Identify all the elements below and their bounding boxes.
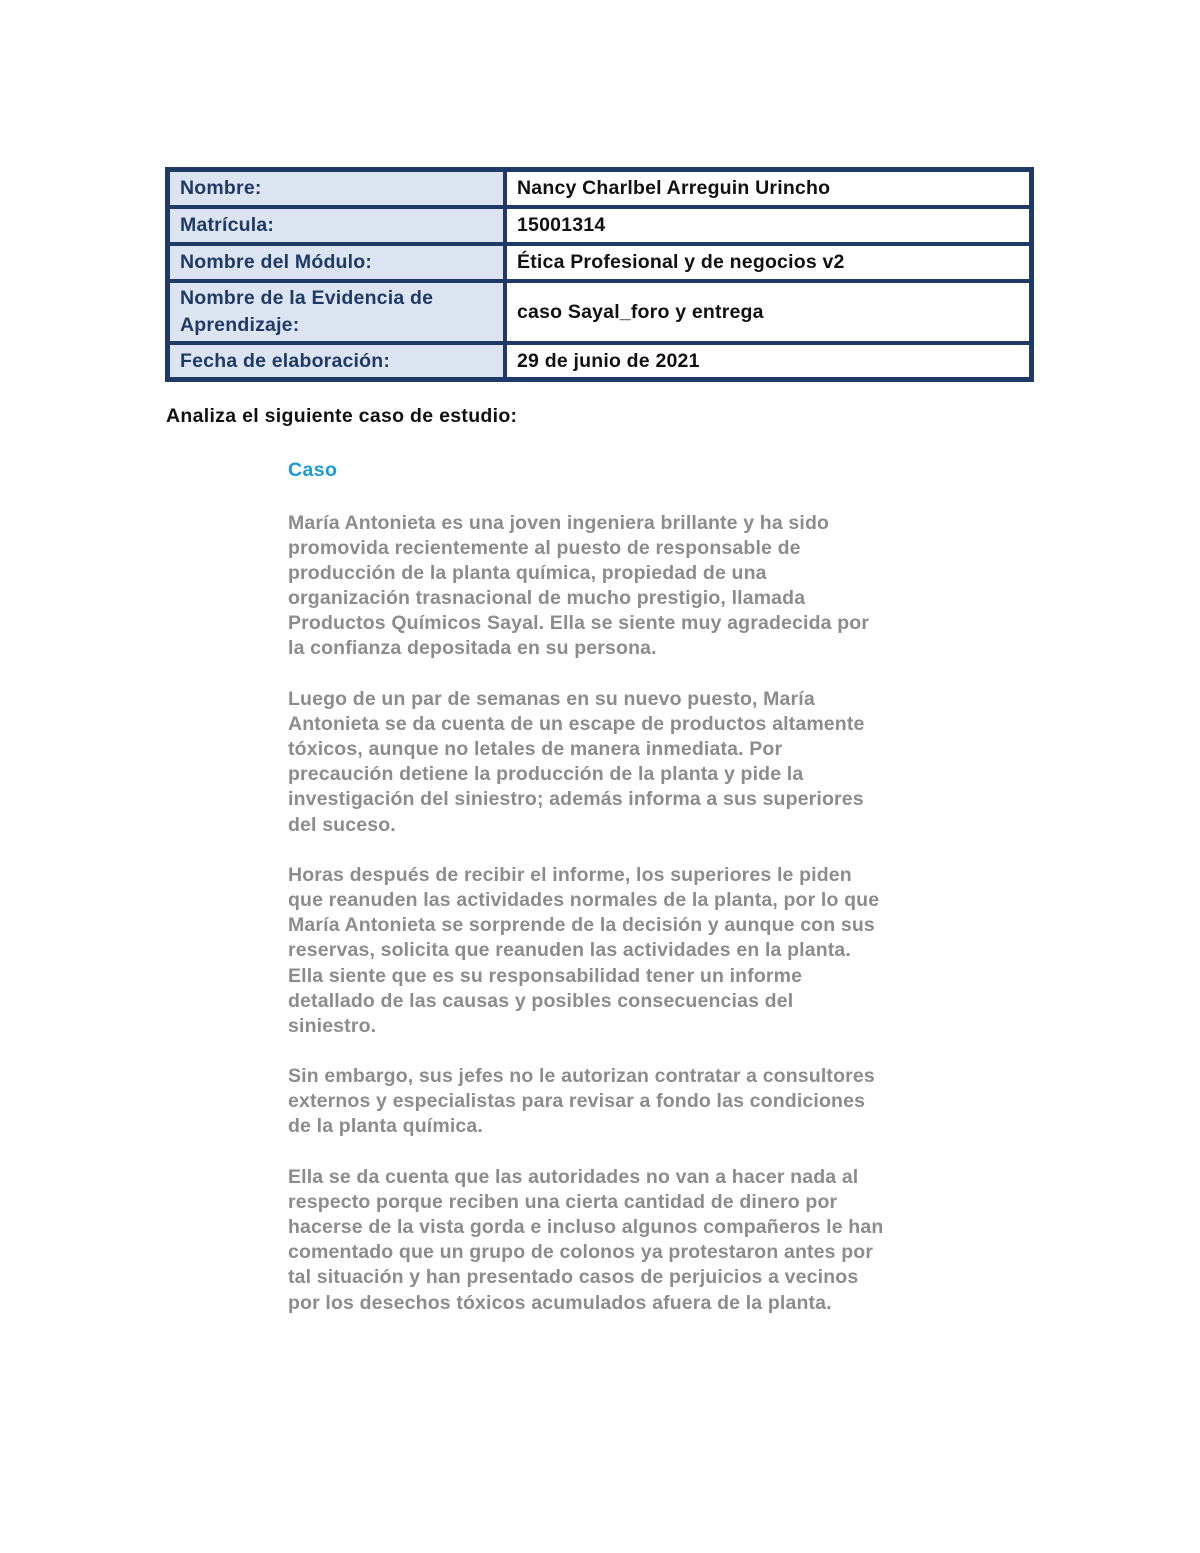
name-value: Nancy Charlbel Arreguin Urincho (505, 170, 1031, 207)
case-paragraph-line: comentado que un grupo de colonos ya protestaron antes por (288, 1241, 874, 1264)
enrollment-value: 15001314 (505, 207, 1031, 244)
case-paragraph-line: la confianza depositada en su persona. (288, 637, 657, 660)
evidence-label-line: Aprendizaje: (180, 314, 300, 336)
case-paragraph-line: de la planta química. (288, 1115, 483, 1138)
case-paragraph-line: Sin embargo, sus jefes no le autorizan contratar a consultores (288, 1065, 875, 1088)
case-paragraph-line: Luego de un par de semanas en su nuevo puesto, María (288, 688, 815, 711)
case-paragraph-line: detallado de las causas y posibles consecuencias del (288, 989, 794, 1012)
case-paragraph-line: Ella siente que es su responsabilidad tener un informe (288, 964, 803, 987)
date-value: 29 de junio de 2021 (505, 343, 1031, 379)
case-paragraph-line: Ella se da cuenta que las autoridades no van a hacer nada al (288, 1166, 859, 1189)
case-paragraph-line: María Antonieta se sorprende de la decisión y aunque con sus (288, 914, 875, 937)
case-paragraph (288, 1064, 948, 1139)
case-paragraph-line: tal situación y han presentado casos de perjuicios a vecinos (288, 1266, 859, 1289)
case-paragraph-line: que reanuden las actividades normales de la planta, por lo que (288, 889, 880, 912)
date-label: Fecha de elaboración: (168, 343, 505, 379)
case-paragraph (288, 511, 948, 662)
case-paragraph-line: siniestro. (288, 1014, 377, 1037)
table-row (168, 281, 1031, 343)
evidence-label-line: Nombre de la Evidencia de (180, 287, 434, 309)
case-paragraph-line: Productos Químicos Sayal. Ella se siente muy agradecida por (288, 612, 870, 635)
case-paragraph-line: externos y especialistas para revisar a fondo las condiciones (288, 1090, 866, 1113)
evidence-value: caso Sayal_foro y entrega (505, 281, 1031, 343)
evidence-label (168, 281, 505, 343)
case-study (288, 458, 948, 1341)
case-paragraph-line: María Antonieta es una joven ingeniera brillante y ha sido (288, 512, 830, 534)
student-info-table (165, 167, 1034, 382)
case-paragraph-line: precaución detiene la producción de la planta y pide la (288, 763, 804, 786)
case-paragraph-line: organización trasnacional de mucho prestigio, llamada (288, 587, 806, 610)
case-paragraph-line: promovida recientemente al puesto de responsable de (288, 537, 801, 560)
table-row (168, 343, 1031, 379)
case-paragraph (288, 687, 948, 838)
case-paragraph (288, 863, 948, 1039)
case-paragraph (288, 1165, 948, 1316)
name-label: Nombre: (168, 170, 505, 207)
case-paragraph-line: hacerse de la vista gorda e incluso algunos compañeros le han (288, 1216, 884, 1239)
enrollment-label: Matrícula: (168, 207, 505, 244)
instruction-heading: Analiza el siguiente caso de estudio: (166, 405, 518, 427)
module-value: Ética Profesional y de negocios v2 (505, 244, 1031, 281)
table-row (168, 207, 1031, 244)
module-label: Nombre del Módulo: (168, 244, 505, 281)
case-paragraph-line: producción de la planta química, propiedad de una (288, 562, 767, 585)
case-paragraph-line: Antonieta se da cuenta de un escape de productos altamente (288, 713, 865, 736)
table-row (168, 170, 1031, 207)
case-paragraph-line: del suceso. (288, 813, 396, 836)
table-row (168, 244, 1031, 281)
case-paragraph-line: tóxicos, aunque no letales de manera inmediata. Por (288, 738, 783, 761)
case-body (288, 511, 948, 1316)
case-paragraph-line: investigación del siniestro; además informa a sus superiores (288, 788, 864, 811)
case-paragraph-line: por los desechos tóxicos acumulados afuera de la planta. (288, 1291, 832, 1314)
case-paragraph-line: reservas, solicita que reanuden las actividades en la planta. (288, 939, 851, 962)
case-paragraph-line: Horas después de recibir el informe, los superiores le piden (288, 864, 852, 887)
case-title: Caso (288, 459, 338, 481)
case-paragraph-line: respecto porque reciben una cierta cantidad de dinero por (288, 1191, 838, 1214)
